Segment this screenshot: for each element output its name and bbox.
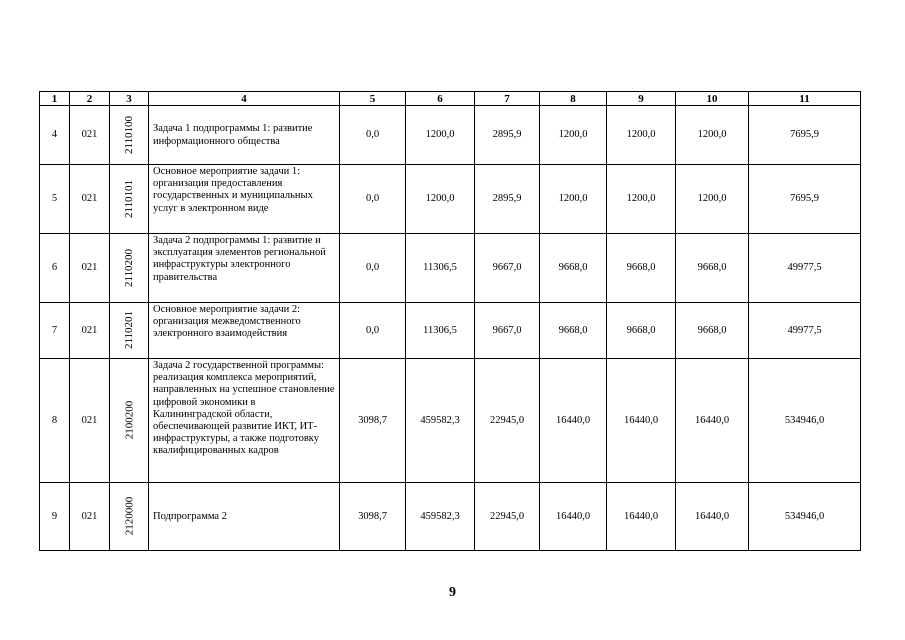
value-col5: 0,0 [340,234,406,303]
value-col7: 22945,0 [475,359,540,483]
value-col11: 49977,5 [749,303,861,359]
row-number: 7 [40,303,70,359]
table-row [40,234,861,303]
header-row [40,92,861,106]
value-col8: 9668,0 [540,234,607,303]
value-col10: 16440,0 [676,359,749,483]
column-header: 1 [40,92,70,106]
table-row [40,303,861,359]
ministry-code: 021 [70,165,110,234]
page-number: 9 [449,585,456,600]
value-col7: 2895,9 [475,165,540,234]
value-col10: 9668,0 [676,303,749,359]
program-code: 2110201 [123,310,136,350]
program-code-cell [110,165,149,234]
column-header: 4 [149,92,340,106]
value-col9: 16440,0 [607,483,676,551]
value-col7: 22945,0 [475,483,540,551]
value-col6: 459582,3 [406,359,475,483]
row-number: 8 [40,359,70,483]
row-description: Основное мероприятие задачи 1: организация предоставления государственных и муниципальных услуг в электронном виде [149,165,340,234]
value-col8: 9668,0 [540,303,607,359]
column-header: 10 [676,92,749,106]
table-row [40,165,861,234]
program-code-cell [110,234,149,303]
value-col5: 0,0 [340,106,406,165]
row-description: Задача 2 подпрограммы 1: развитие и эксплуатация элементов региональной инфраструктуры электронного правительства [149,234,340,303]
value-col9: 9668,0 [607,303,676,359]
program-code: 2120000 [123,496,136,536]
ministry-code: 021 [70,359,110,483]
row-number: 5 [40,165,70,234]
column-header: 3 [110,92,149,106]
value-col8: 1200,0 [540,165,607,234]
table-row [40,359,861,483]
program-code-cell [110,106,149,165]
value-col5: 0,0 [340,165,406,234]
ministry-code: 021 [70,234,110,303]
table-row [40,483,861,551]
value-col11: 7695,9 [749,165,861,234]
value-col7: 2895,9 [475,106,540,165]
column-header: 9 [607,92,676,106]
row-description: Задача 2 государственной программы: реализация комплекса мероприятий, направленных на успешное становление цифровой экономики в Калининградской области, обеспечивающей развитие ИКТ, ИТ-инфраструктуры, а также подготовку квалифицированных кадров [149,359,340,483]
column-header: 6 [406,92,475,106]
value-col9: 16440,0 [607,359,676,483]
value-col7: 9667,0 [475,303,540,359]
row-description: Подпрограмма 2 [149,483,340,551]
program-code-cell [110,303,149,359]
value-col5: 3098,7 [340,483,406,551]
value-col8: 16440,0 [540,483,607,551]
column-header: 7 [475,92,540,106]
value-col11: 49977,5 [749,234,861,303]
value-col6: 459582,3 [406,483,475,551]
column-header: 11 [749,92,861,106]
value-col11: 534946,0 [749,483,861,551]
value-col10: 9668,0 [676,234,749,303]
value-col8: 1200,0 [540,106,607,165]
value-col8: 16440,0 [540,359,607,483]
row-description: Задача 1 подпрограммы 1: развитие информационного общества [149,106,340,165]
program-code: 2110100 [123,115,136,154]
column-header: 5 [340,92,406,106]
program-code: 2100200 [123,400,136,440]
table-row [40,106,861,165]
value-col10: 1200,0 [676,165,749,234]
value-col5: 3098,7 [340,359,406,483]
value-col6: 1200,0 [406,106,475,165]
column-header: 8 [540,92,607,106]
value-col9: 1200,0 [607,106,676,165]
column-header: 2 [70,92,110,106]
value-col10: 1200,0 [676,106,749,165]
ministry-code: 021 [70,483,110,551]
value-col6: 11306,5 [406,234,475,303]
value-col11: 534946,0 [749,359,861,483]
row-number: 4 [40,106,70,165]
program-code-cell [110,359,149,483]
value-col6: 11306,5 [406,303,475,359]
value-col6: 1200,0 [406,165,475,234]
row-number: 6 [40,234,70,303]
ministry-code: 021 [70,303,110,359]
program-code: 2110101 [123,179,136,218]
budget-table [39,91,861,551]
value-col5: 0,0 [340,303,406,359]
row-description: Основное мероприятие задачи 2: организация межведомственного электронного взаимодействия [149,303,340,359]
value-col9: 9668,0 [607,234,676,303]
value-col11: 7695,9 [749,106,861,165]
row-number: 9 [40,483,70,551]
value-col9: 1200,0 [607,165,676,234]
program-code: 2110200 [123,248,136,287]
program-code-cell [110,483,149,551]
value-col7: 9667,0 [475,234,540,303]
value-col10: 16440,0 [676,483,749,551]
ministry-code: 021 [70,106,110,165]
